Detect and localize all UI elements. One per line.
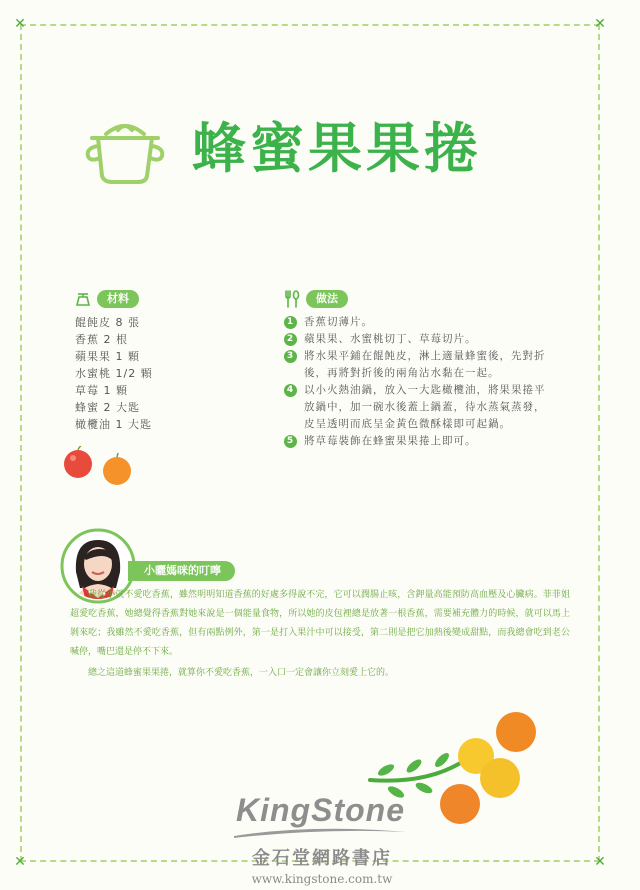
corner-x-icon: ✕	[14, 854, 26, 870]
step-number: 5	[284, 435, 297, 448]
corner-x-icon: ✕	[14, 16, 26, 32]
ingredient-item: 香蕉 2 根	[75, 333, 128, 346]
step-number: 3	[284, 350, 297, 363]
store-name: 金石堂網路書店	[252, 848, 392, 869]
ingredient-item: 餛飩皮 8 張	[75, 316, 140, 329]
tip-body	[70, 586, 570, 683]
logo-swoosh	[232, 826, 408, 840]
step-item	[284, 433, 546, 450]
ingredient-item: 水蜜桃 1/2 顆	[75, 367, 153, 380]
cooking-pot-icon	[80, 108, 166, 188]
ingredient-item: 蜂蜜 2 大匙	[75, 401, 140, 414]
step-number: 4	[284, 384, 297, 397]
tip-paragraph: 我從小就不愛吃香蕉，雖然明明知道香蕉的好處多得說不完，它可以潤腸止咳，含鉀量高能預防高血壓及心臟病。菲菲姐超愛吃香蕉，她總覺得香蕉對她來說是一個能量食物，所以她的皮包裡總是放著一根香蕉，需要補充體力的時候，就可以馬上剝來吃；我雖然不愛吃香蕉，但有兩點例外，第一是打入果汁中可以接受，第二則是把它加熱後變成甜點，而我總會吃到老公喊停，嘴巴還是停不下來。	[70, 590, 570, 657]
corner-x-icon: ✕	[594, 854, 606, 870]
ingredients-label: 材料	[97, 290, 139, 308]
ingredients-heading	[75, 290, 139, 308]
store-url: www.kingstone.com.tw	[251, 872, 393, 886]
method-steps	[284, 314, 546, 450]
fork-spoon-icon	[284, 290, 300, 308]
step-item	[284, 314, 546, 331]
tip-paragraph: 總之這道蜂蜜果果捲，就算你不愛吃香蕉，一入口一定會讓你立刻愛上它的。	[88, 668, 395, 678]
step-text: 將草莓裝飾在蜂蜜果果捲上即可。	[304, 435, 477, 447]
ingredient-item: 草莓 1 顆	[75, 384, 128, 397]
method-heading	[284, 290, 348, 308]
step-text: 香蕉切薄片。	[304, 316, 373, 328]
tip-heading: 小曬媽咪的叮嚀	[128, 561, 235, 581]
scale-icon	[75, 291, 91, 307]
kingstone-logo: KingStone	[236, 792, 405, 828]
fruit-illustration	[62, 446, 138, 490]
ingredient-item: 橄欖油 1 大匙	[75, 418, 152, 431]
step-text: 以小火熱油鍋，放入一大匙橄欖油，將果果捲平放鍋中，加一碗水後蓋上鍋蓋，待水蒸氣蒸發，皮呈透明而底呈金黃色微酥樣即可起鍋。	[304, 384, 546, 430]
step-number: 1	[284, 316, 297, 329]
ingredients-list	[75, 314, 153, 433]
step-item	[284, 382, 546, 433]
step-text: 將水果平鋪在餛飩皮，淋上適量蜂蜜後，先對折後，再將對折後的兩角沾水黏在一起。	[304, 350, 546, 379]
recipe-title: 蜂蜜果果捲	[192, 117, 482, 180]
step-number: 2	[284, 333, 297, 346]
step-item	[284, 348, 546, 382]
step-text: 蘋果果、水蜜桃切丁、草莓切片。	[304, 333, 477, 345]
method-label: 做法	[306, 290, 348, 308]
step-item	[284, 331, 546, 348]
corner-x-icon: ✕	[594, 16, 606, 32]
ingredient-item: 蘋果果 1 顆	[75, 350, 140, 363]
